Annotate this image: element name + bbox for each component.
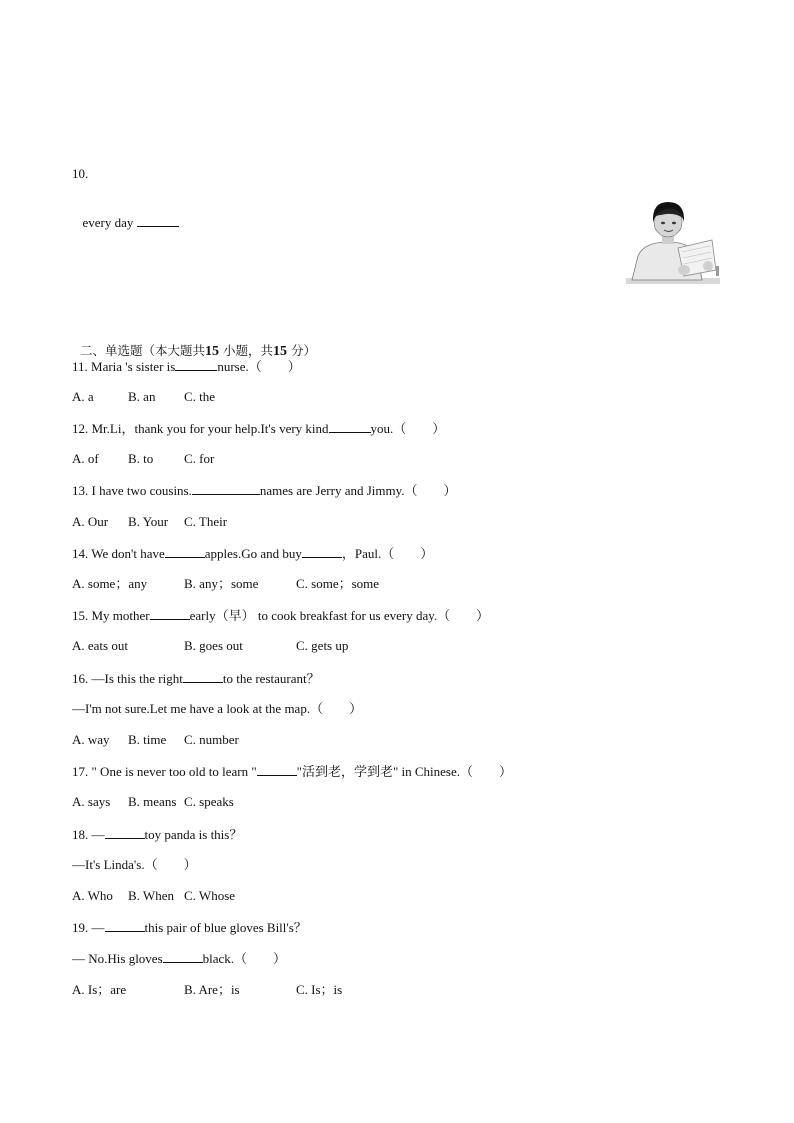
q19-option-c[interactable]: C. Is；is [296,982,343,997]
q19-option-a[interactable]: A. Is；are [72,982,127,997]
question-19 [72,919,307,936]
q18-blank[interactable] [105,826,145,839]
q14-option-a[interactable]: A. some；any [72,576,148,591]
q16-options [72,732,239,748]
answer-blank[interactable] [137,214,179,227]
q13-option-b[interactable]: B. Your [128,514,169,529]
q18-text: 18. — [72,827,105,842]
q18-option-b[interactable]: B. When [128,888,174,903]
q12-option-c[interactable]: C. for [184,451,215,466]
q15-blank[interactable] [150,607,190,620]
section-mid: 小题，共 [222,343,273,358]
q14-text-mid: apples.Go and buy [204,546,302,561]
q19-line2-end: black.（ ） [202,951,287,966]
q11-option-b[interactable]: B. an [128,389,156,404]
question-15 [72,607,489,624]
q14-blank-2[interactable] [302,545,342,558]
q15-option-a[interactable]: A. eats out [72,638,128,653]
q16-blank[interactable] [183,670,223,683]
q12-option-b[interactable]: B. to [128,451,154,466]
q19-blank-1[interactable] [105,919,145,932]
q16-option-b[interactable]: B. time [128,732,167,747]
q10-prompt-text: every day [82,215,134,230]
q13-options [72,514,227,530]
question-18 [72,826,242,843]
q19-line2-text: — No.His gloves [72,951,163,966]
section-title [72,327,316,360]
section-count: 15 [204,344,219,359]
q11-option-c[interactable]: C. the [184,389,216,404]
q13-text: 13. I have two cousins. [72,483,192,498]
q18-option-c[interactable]: C. Whose [184,888,236,903]
q18-options [72,888,235,904]
q12-blank[interactable] [329,420,371,433]
q11-option-a[interactable]: A. a [72,389,94,404]
question-11 [72,358,301,375]
q13-option-a[interactable]: A. Our [72,514,109,529]
section-points: 15 [272,344,287,359]
q10-prompt [76,198,179,231]
q12-text-end: you.（ ） [370,421,446,436]
q14-option-c[interactable]: C. some；some [296,576,380,591]
q13-option-c[interactable]: C. Their [184,514,228,529]
q12-options [72,451,214,467]
q16-text-end: to the restaurant？ [222,671,320,686]
q16-option-c[interactable]: C. number [184,732,239,747]
q14-options [72,576,379,592]
q18-option-a[interactable]: A. Who [72,888,113,903]
q11-text-end: nurse.（ ） [217,359,301,374]
q17-text: 17. " One is never too old to learn " [72,764,257,779]
q17-option-b[interactable]: B. means [128,794,177,809]
section-suffix: 分） [290,343,316,358]
q14-blank-1[interactable] [165,545,205,558]
question-13 [72,482,457,499]
q17-options [72,794,234,810]
q18-text-end: toy panda is this？ [144,827,243,842]
q15-option-c[interactable]: C. gets up [296,638,349,653]
q14-option-b[interactable]: B. any；some [184,576,259,591]
q19-text: 19. — [72,920,105,935]
q17-option-a[interactable]: A. says [72,794,111,809]
q15-options [72,638,348,654]
q19-options [72,982,342,998]
q12-text: 12. Mr.Li，thank you for your help.It's very kind [72,421,329,436]
q15-option-b[interactable]: B. goes out [184,638,243,653]
q17-text-end: "活到老，学到老" in Chinese.（ ） [296,764,512,779]
q19-line2 [72,950,286,967]
q11-blank[interactable] [175,358,217,371]
q19-blank-2[interactable] [163,950,203,963]
question-17 [72,763,512,780]
q13-text-end: names are Jerry and Jimmy.（ ） [259,483,457,498]
q16-option-a[interactable]: A. way [72,732,110,747]
q13-blank[interactable] [192,482,260,495]
q19-option-b[interactable]: B. Are；is [184,982,240,997]
q19-text-end: this pair of blue gloves Bill's？ [144,920,307,935]
q16-line2: —I'm not sure.Let me have a look at the map.（ ） [72,701,363,716]
q16-text: 16. —Is this the right [72,671,183,686]
q10-number: 10. [72,166,89,181]
q11-options [72,389,215,405]
q17-blank[interactable] [257,763,297,776]
q18-line2: —It's Linda's.（ ） [72,857,197,872]
question-14 [72,545,433,562]
q14-text: 14. We don't have [72,546,165,561]
q12-option-a[interactable]: A. of [72,451,99,466]
question-16 [72,670,320,687]
child-reading-photo [624,196,722,286]
q14-text-end: ，Paul.（ ） [341,546,434,561]
q15-text: 15. My mother [72,608,150,623]
section-prefix: 二、单选题（本大题共 [79,343,205,358]
q17-option-c[interactable]: C. speaks [184,794,234,809]
q11-text: 11. Maria 's sister is [72,359,176,374]
question-12 [72,420,445,437]
q15-text-end: early（早） to cook breakfast for us every day.（ ） [189,608,490,623]
